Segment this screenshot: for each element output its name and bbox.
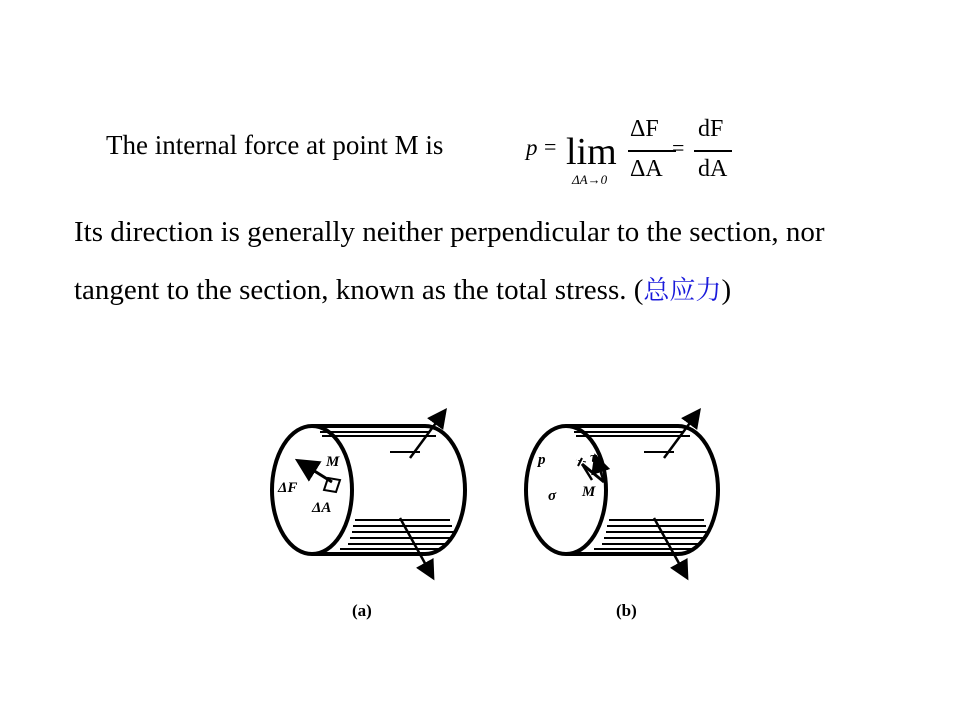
label-sigma-b: σ — [548, 488, 557, 504]
formula-equals-2: = — [672, 135, 685, 160]
label-M-b: M — [582, 484, 596, 500]
intro-text: The internal force at point M is — [106, 130, 444, 160]
formula-numerator-d: dF — [698, 116, 724, 142]
label-dF-a: ΔF — [278, 480, 298, 496]
formula-lim: lim — [566, 131, 617, 173]
chinese-term: 总应力 — [643, 276, 722, 306]
formula-numerator-delta: ΔF — [630, 116, 659, 142]
label-dA-a: ΔA — [312, 500, 332, 516]
label-tau-b: τ — [590, 450, 597, 466]
stress-figures — [260, 400, 720, 630]
formula-equals: = — [544, 134, 557, 159]
total-stress-paragraph — [74, 203, 904, 320]
formula-denominator-delta: ΔA — [630, 156, 663, 182]
figure-b — [526, 412, 718, 620]
fraction-bar — [628, 150, 676, 152]
label-b: (b) — [616, 601, 637, 620]
label-a: (a) — [352, 601, 372, 620]
fraction-bar-2 — [694, 150, 732, 152]
stress-formula — [522, 112, 742, 192]
formula-lim-subscript: ΔA→0 — [572, 172, 608, 187]
label-M-a: M — [326, 454, 340, 470]
formula-p: p — [526, 135, 538, 160]
label-p-b: p — [538, 452, 546, 468]
paragraph-close: ) — [721, 274, 732, 306]
paragraph-text: Its direction is generally neither perpendicular to the section, nor tangent to the section, known as the total stress. ( — [74, 216, 825, 306]
formula-denominator-d: dA — [698, 156, 728, 182]
figure-a — [272, 412, 465, 620]
